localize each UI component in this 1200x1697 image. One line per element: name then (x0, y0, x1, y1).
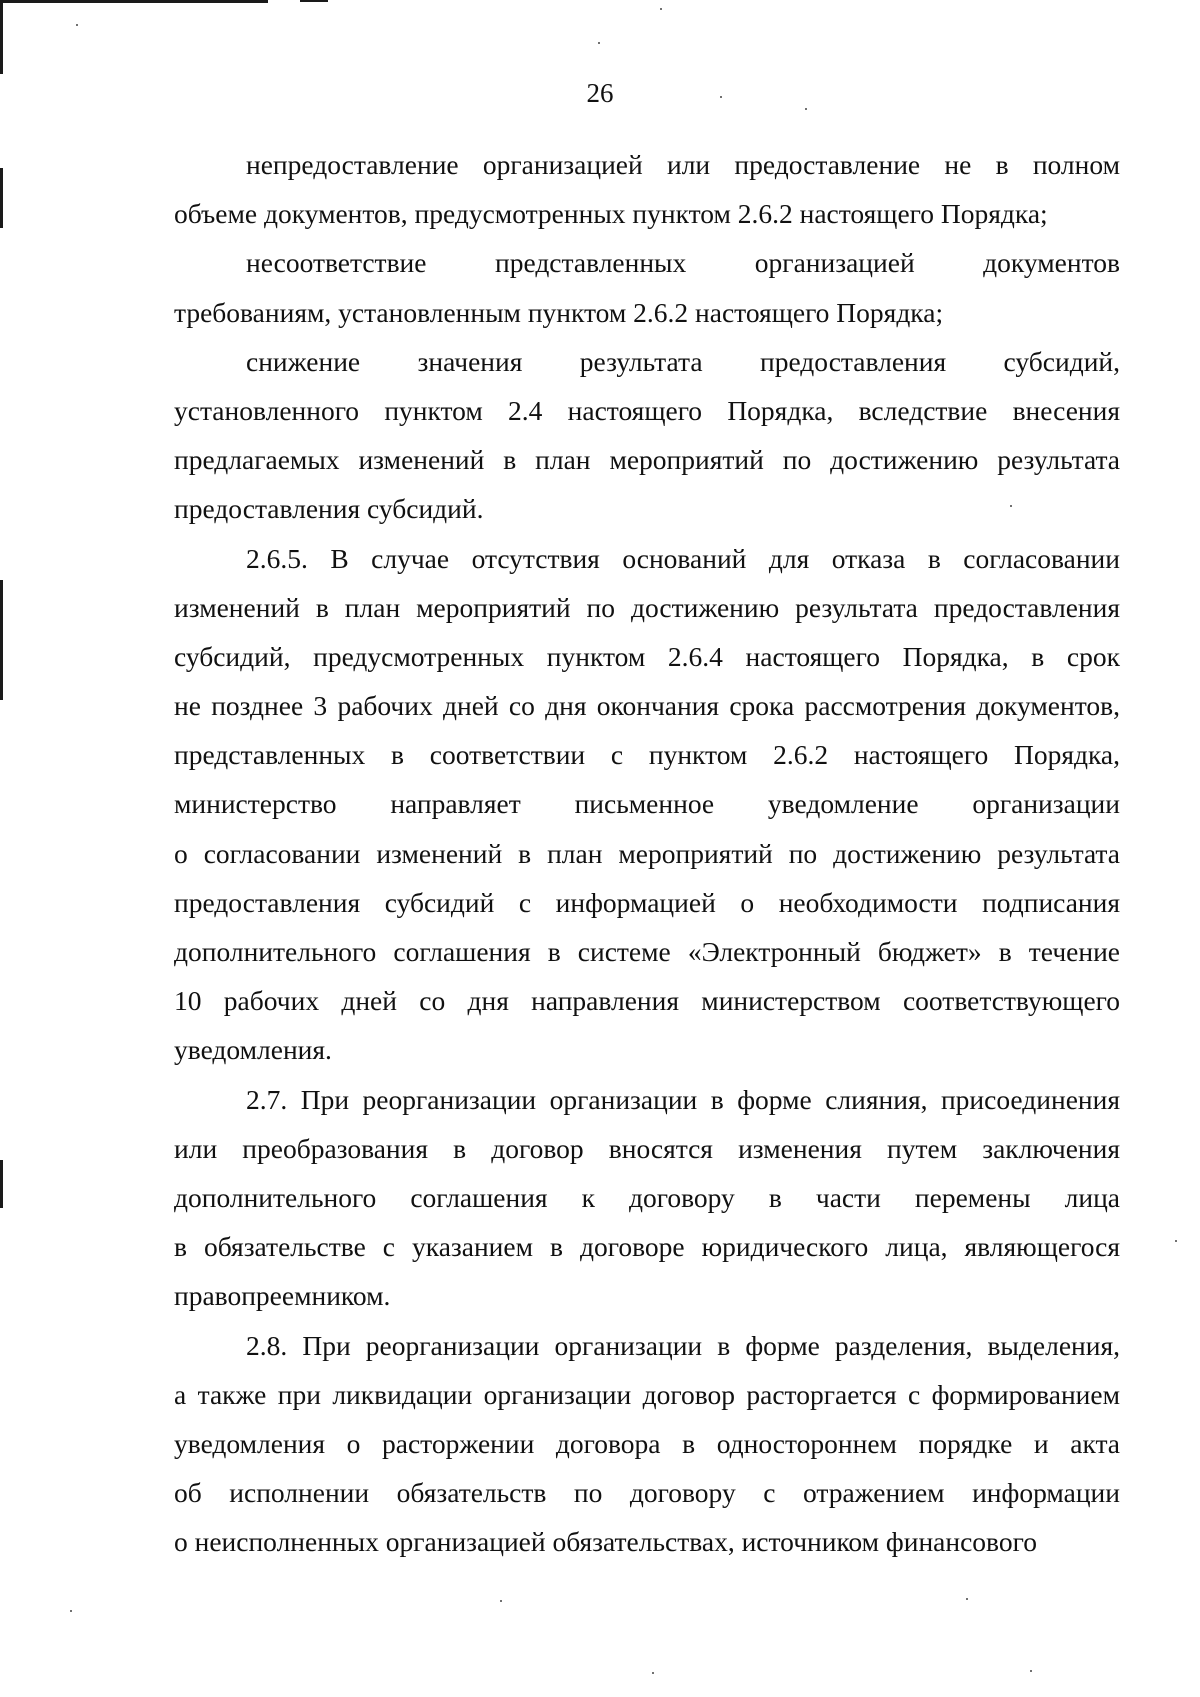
text-line: дополнительного соглашения в системе «Электронный бюджет» в течение (174, 936, 1120, 967)
scan-artifact-dot (76, 24, 78, 26)
text-line: субсидий, предусмотренных пунктом 2.6.4 настоящего Порядка, в срок (174, 640, 1120, 672)
text-line: а также при ликвидации организации договор расторгается с формированием (174, 1378, 1120, 1410)
text-line: о неисполненных организацией обязательствах, источником финансового (174, 1526, 1037, 1558)
text-line: несоответствие представленных организацией документов (246, 247, 1120, 279)
scan-artifact-left-mark-2 (0, 168, 3, 228)
scan-artifact-dot (966, 1598, 968, 1600)
text-line: правопреемником. (174, 1280, 391, 1312)
text-line: уведомления. (174, 1034, 332, 1066)
scan-artifact-dot (70, 1610, 72, 1612)
document-body (174, 140, 1120, 1566)
scan-artifact-dot (1175, 1240, 1177, 1242)
scan-artifact-dot (1030, 1670, 1032, 1672)
paragraph (174, 1075, 1120, 1321)
scan-artifact-left-mark-1 (0, 0, 3, 74)
text-line: об исполнении обязательств по договору с отражением информации (174, 1477, 1120, 1509)
text-line: дополнительного соглашения к договору в части перемены лица (174, 1181, 1120, 1213)
text-line: снижение значения результата предоставления субсидий, (246, 345, 1120, 377)
text-line: министерство направляет письменное уведомление организации (174, 788, 1120, 820)
text-line: 2.7. При реорганизации организации в форме слияния, присоединения (246, 1083, 1120, 1115)
scan-artifact-top-line (0, 0, 268, 3)
text-line: предлагаемых изменений в план мероприятий по достижению результата (174, 444, 1120, 476)
text-line: предоставления субсидий с информацией о необходимости подписания (174, 886, 1120, 918)
paragraph (174, 238, 1120, 336)
text-line: требованиям, установленным пунктом 2.6.2 настоящего Порядка; (174, 296, 944, 328)
scan-artifact-dot (660, 8, 662, 10)
text-line: установленного пунктом 2.4 настоящего Порядка, вследствие внесения (174, 394, 1120, 426)
text-line: представленных в соответствии с пунктом 2.6.2 настоящего Порядка, (174, 739, 1120, 771)
text-line: объеме документов, предусмотренных пунктом 2.6.2 настоящего Порядка; (174, 198, 1048, 230)
scan-artifact-left-mark-4 (0, 1160, 3, 1208)
scan-artifact-left-mark-3 (0, 580, 3, 700)
text-line: уведомления о расторжении договора в одностороннем порядке и акта (174, 1427, 1120, 1459)
text-line: не позднее 3 рабочих дней со дня окончания срока рассмотрения документов, (174, 690, 1120, 722)
text-line: 10 рабочих дней со дня направления министерством соответствующего (174, 985, 1120, 1017)
text-line: непредоставление организацией или предоставление не в полном (246, 149, 1120, 180)
text-line: или преобразования в договор вносятся изменения путем заключения (174, 1132, 1120, 1164)
text-line: предоставления субсидий. (174, 493, 484, 525)
scan-artifact-top-dash (300, 0, 328, 2)
scan-artifact-dot (652, 1672, 654, 1674)
paragraph (174, 140, 1120, 238)
text-line: изменений в план мероприятий по достижению результата предоставления (174, 591, 1120, 623)
text-line: в обязательстве с указанием в договоре юридического лица, являющегося (174, 1231, 1120, 1263)
text-line: 2.8. При реорганизации организации в форме разделения, выделения, (246, 1329, 1120, 1361)
text-line: 2.6.5. В случае отсутствия оснований для отказа в согласовании (246, 542, 1120, 574)
scan-artifact-dot (500, 1600, 502, 1602)
paragraph (174, 534, 1120, 1075)
page-number: 26 (586, 78, 614, 108)
paragraph (174, 1321, 1120, 1567)
paragraph (174, 337, 1120, 534)
scan-artifact-dot (598, 42, 600, 44)
text-line: о согласовании изменений в план мероприятий по достижению результата (174, 837, 1120, 869)
